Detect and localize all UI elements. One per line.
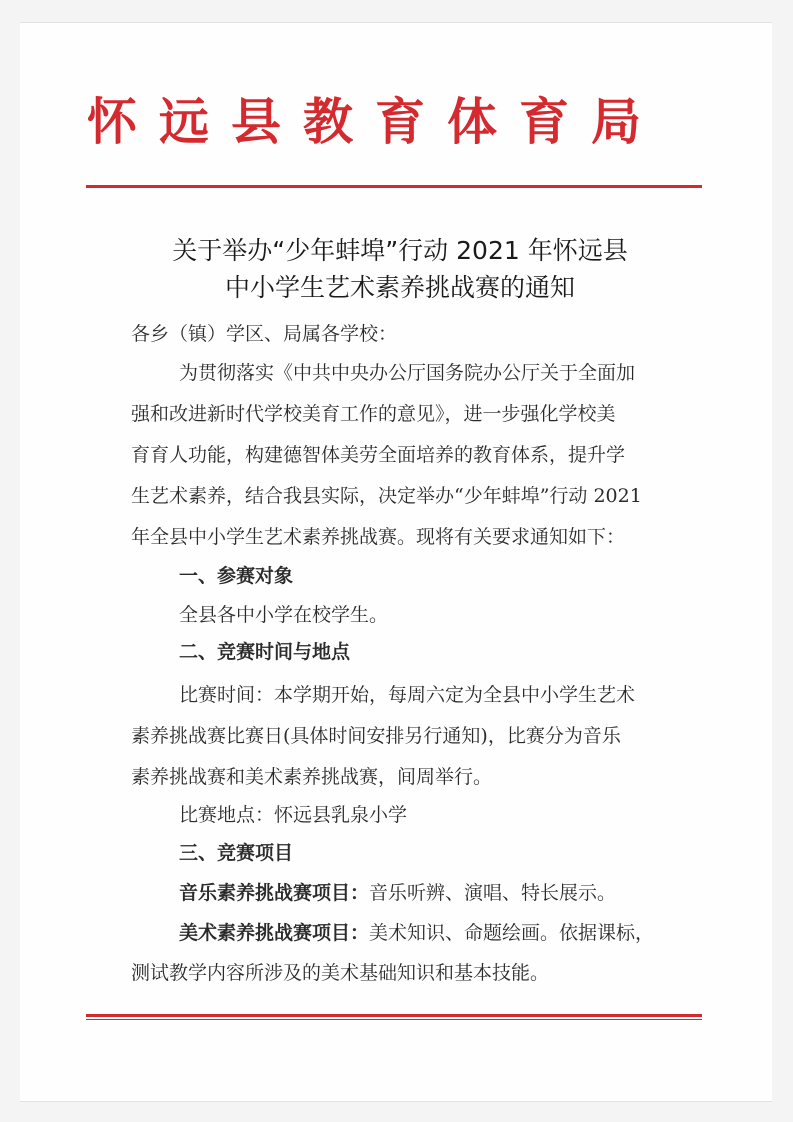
art-event-line-2: 测试教学内容所涉及的美术基础知识和基本技能。 [131, 962, 550, 984]
intro-line: 为贯彻落实《中共中央办公厅国务院办公厅关于全面加 [179, 362, 636, 384]
intro-line: 年全县中小学生艺术素养挑战赛。现将有关要求通知如下： [131, 526, 626, 548]
letterhead-red-rule [86, 185, 702, 188]
art-event-label: 美术素养挑战赛项目： [179, 922, 370, 944]
time-line: 素养挑战赛和美术素养挑战赛，间周举行。 [131, 766, 493, 788]
footer-red-rule-thin [86, 1019, 702, 1020]
music-event-line [179, 878, 616, 905]
time-line: 比赛时间：本学期开始，每周六定为全县中小学生艺术 [179, 684, 636, 706]
time-line: 素养挑战赛比赛日(具体时间安排另行通知)，比赛分为音乐 [131, 725, 621, 747]
intro-line: 育育人功能，构建德智体美劳全面培养的教育体系，提升学 [131, 444, 626, 466]
intro-line: 强和改进新时代学校美育工作的意见》，进一步强化学校美 [131, 403, 616, 425]
notice-title-line-1: 关于举办“少年蚌埠”行动 2021 年怀远县 [172, 236, 628, 265]
notice-title [80, 232, 720, 306]
letterhead-title: 怀远县教育体育局 [87, 92, 663, 151]
section-text-participants: 全县各中小学在校学生。 [179, 604, 389, 626]
intro-line: 生艺术素养，结合我县实际，决定举办“少年蚌埠”行动 2021 [131, 485, 642, 507]
notice-title-line-2: 中小学生艺术素养挑战赛的通知 [224, 273, 575, 302]
art-event-text: 美术知识、命题绘画。依据课标， [369, 922, 655, 944]
art-event-line [179, 918, 654, 945]
section-heading-participants: 一、参赛对象 [179, 565, 294, 587]
section-heading-time-place: 二、竞赛时间与地点 [179, 641, 351, 663]
venue-line: 比赛地点：怀远县乳泉小学 [179, 804, 408, 826]
salutation: 各乡（镇）学区、局属各学校： [131, 323, 398, 345]
footer-red-rule-thick [86, 1014, 702, 1017]
section-heading-events: 三、竞赛项目 [179, 842, 294, 864]
music-event-label: 音乐素养挑战赛项目： [179, 882, 370, 904]
music-event-text: 音乐听辨、演唱、特长展示。 [369, 882, 617, 904]
